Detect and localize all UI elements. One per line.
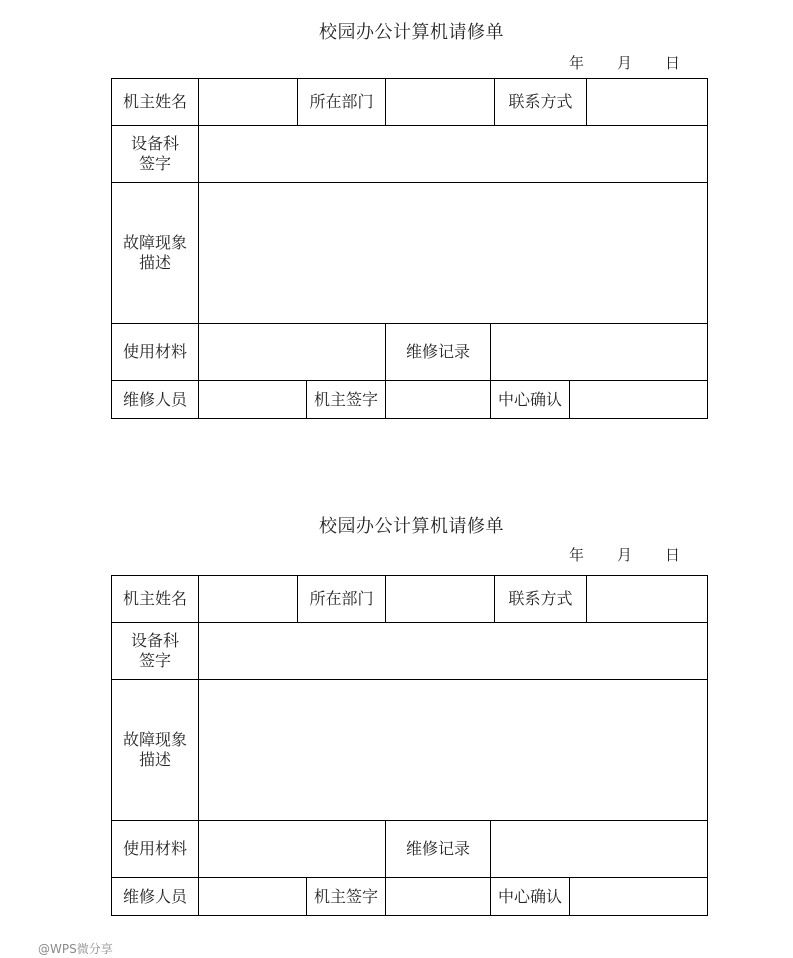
form-title: 校园办公计算机请修单	[319, 516, 504, 537]
date-day-label: 日	[665, 546, 681, 564]
repair-staff-field[interactable]	[199, 878, 307, 915]
repair-staff-field[interactable]	[199, 381, 307, 418]
repair-staff-label: 维修人员	[112, 878, 199, 915]
owner-sign-label: 机主签字	[307, 878, 386, 915]
date-month-label: 月	[617, 54, 633, 72]
owner-name-field[interactable]	[199, 576, 298, 622]
date-year-label: 年	[569, 546, 585, 564]
form-title: 校园办公计算机请修单	[319, 22, 504, 43]
repair-staff-label: 维修人员	[112, 381, 199, 418]
materials-label: 使用材料	[112, 821, 199, 877]
table-row-equipment	[112, 126, 708, 183]
form-table	[111, 575, 708, 916]
table-row-materials	[112, 324, 708, 381]
center-confirm-field[interactable]	[570, 878, 708, 915]
repair-record-field[interactable]	[491, 324, 708, 380]
table-row-equipment	[112, 623, 708, 680]
owner-sign-field[interactable]	[386, 381, 491, 418]
equipment-sign-label	[112, 126, 199, 182]
department-field[interactable]	[386, 79, 495, 125]
table-row-signatures	[112, 381, 708, 419]
equipment-sign-label-line2: 签字	[138, 651, 171, 670]
owner-name-field[interactable]	[199, 79, 298, 125]
fault-label-line2: 描述	[138, 750, 171, 769]
fault-description-field[interactable]	[199, 680, 708, 820]
materials-field[interactable]	[199, 821, 386, 877]
center-confirm-label: 中心确认	[491, 381, 570, 418]
table-row-materials	[112, 821, 708, 878]
contact-field[interactable]	[587, 576, 708, 622]
materials-label: 使用材料	[112, 324, 199, 380]
equipment-sign-label	[112, 623, 199, 679]
department-label: 所在部门	[298, 576, 386, 622]
equipment-sign-label-line1: 设备科	[130, 134, 179, 153]
equipment-sign-field[interactable]	[199, 623, 708, 679]
owner-name-label: 机主姓名	[112, 79, 199, 125]
fault-label-line1: 故障现象	[122, 233, 187, 252]
date-day-label: 日	[665, 54, 681, 72]
repair-record-label: 维修记录	[386, 324, 491, 380]
center-confirm-label: 中心确认	[491, 878, 570, 915]
form-table	[111, 78, 708, 419]
table-row-owner	[112, 576, 708, 623]
contact-label: 联系方式	[495, 576, 587, 622]
department-label: 所在部门	[298, 79, 386, 125]
table-row-owner	[112, 79, 708, 126]
materials-field[interactable]	[199, 324, 386, 380]
fault-description-label	[112, 183, 199, 323]
owner-sign-label: 机主签字	[307, 381, 386, 418]
fault-description-label	[112, 680, 199, 820]
center-confirm-field[interactable]	[570, 381, 708, 418]
equipment-sign-label-line2: 签字	[138, 154, 171, 173]
owner-sign-field[interactable]	[386, 878, 491, 915]
table-row-fault	[112, 183, 708, 324]
date-year-label: 年	[569, 54, 585, 72]
contact-field[interactable]	[587, 79, 708, 125]
contact-label: 联系方式	[495, 79, 587, 125]
fault-label-line2: 描述	[138, 253, 171, 272]
watermark-text: @WPS微分享	[38, 942, 113, 956]
fault-description-field[interactable]	[199, 183, 708, 323]
table-row-signatures	[112, 878, 708, 916]
department-field[interactable]	[386, 576, 495, 622]
repair-record-label: 维修记录	[386, 821, 491, 877]
repair-record-field[interactable]	[491, 821, 708, 877]
equipment-sign-label-line1: 设备科	[130, 631, 179, 650]
table-row-fault	[112, 680, 708, 821]
fault-label-line1: 故障现象	[122, 730, 187, 749]
equipment-sign-field[interactable]	[199, 126, 708, 182]
date-month-label: 月	[617, 546, 633, 564]
owner-name-label: 机主姓名	[112, 576, 199, 622]
